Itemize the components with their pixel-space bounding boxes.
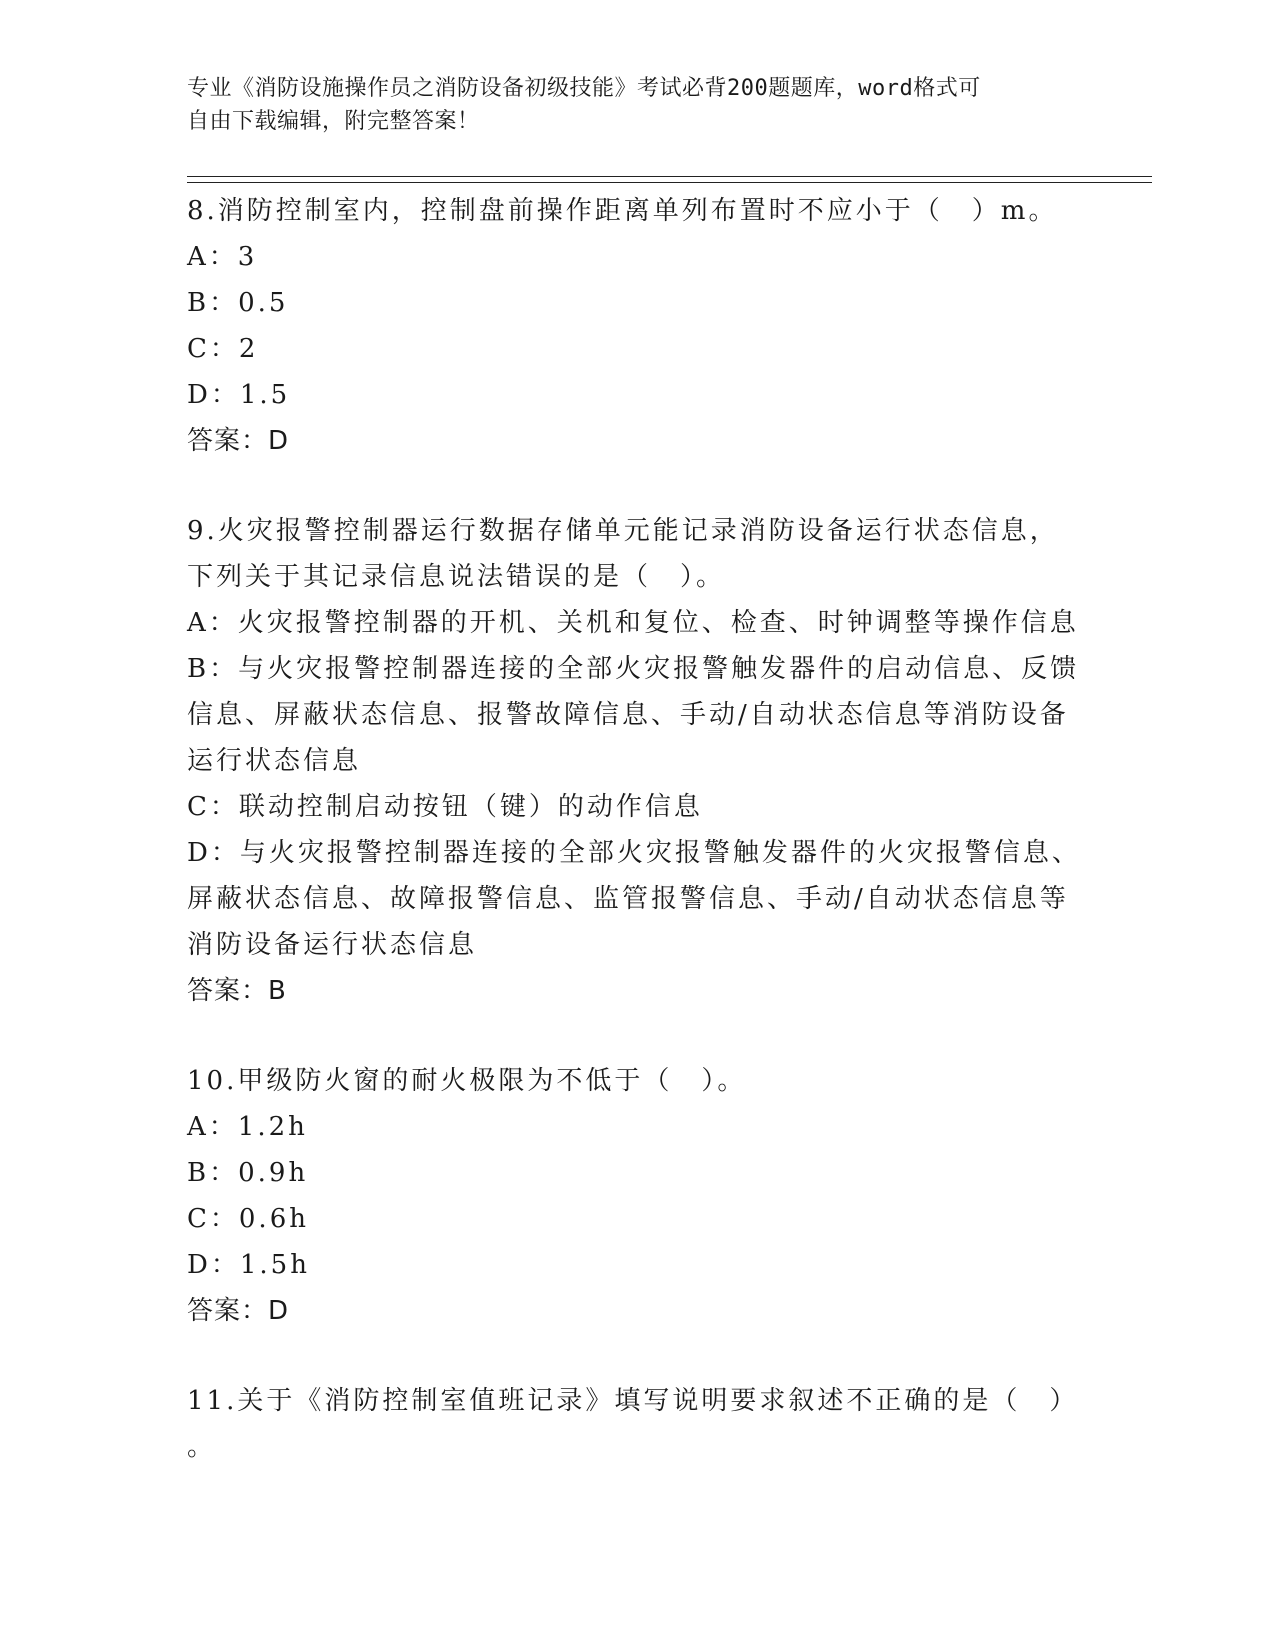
question-stem: 10.甲级防火窗的耐火极限为不低于（ ）。: [187, 1066, 747, 1096]
question-11: [187, 1378, 1087, 1470]
document-header: [187, 72, 1067, 138]
question-list: [187, 188, 1087, 1470]
question-stem-line: 。: [187, 1432, 217, 1462]
option-d: D：1.5h: [187, 1250, 310, 1280]
option-b-line: B：与火灾报警控制器连接的全部火灾报警触发器件的启动信息、反馈: [187, 654, 1080, 684]
question-stem-line: 下列关于其记录信息说法错误的是（ ）。: [187, 562, 726, 592]
question-stem: 8.消防控制室内，控制盘前操作距离单列布置时不应小于（ ）m。: [187, 196, 1058, 226]
option-b-line: 运行状态信息: [187, 746, 362, 776]
option-c: C：联动控制启动按钮（键）的动作信息: [187, 792, 703, 822]
header-divider: [187, 182, 1152, 183]
answer: 答案：D: [187, 426, 290, 456]
option-d-line: D：与火灾报警控制器连接的全部火灾报警触发器件的火灾报警信息、: [187, 838, 1081, 868]
question-stem-line: 11.关于《消防控制室值班记录》填写说明要求叙述不正确的是（ ）: [187, 1386, 1079, 1416]
question-stem-line: 9.火灾报警控制器运行数据存储单元能记录消防设备运行状态信息，: [187, 516, 1059, 546]
option-a: A：火灾报警控制器的开机、关机和复位、检查、时钟调整等操作信息: [187, 608, 1079, 638]
option-c: C：2: [187, 334, 259, 364]
option-b: B：0.9h: [187, 1158, 309, 1188]
option-a: A：1.2h: [187, 1112, 308, 1142]
option-d-line: 屏蔽状态信息、故障报警信息、监管报警信息、手动/自动状态信息等: [187, 884, 1069, 914]
answer: 答案：B: [187, 976, 287, 1006]
header-line: 自由下载编辑，附完整答案！: [187, 109, 480, 134]
question-8: [187, 188, 1087, 464]
option-b: B：0.5: [187, 288, 289, 318]
option-d-line: 消防设备运行状态信息: [187, 930, 478, 960]
option-a: A：3: [187, 242, 258, 272]
option-d: D：1.5: [187, 380, 291, 410]
option-c: C：0.6h: [187, 1204, 309, 1234]
header-divider: [187, 176, 1152, 177]
answer: 答案：D: [187, 1296, 290, 1326]
question-9: [187, 508, 1087, 1014]
option-b-line: 信息、屏蔽状态信息、报警故障信息、手动/自动状态信息等消防设备: [187, 700, 1069, 730]
question-10: [187, 1058, 1087, 1334]
header-line: 专业《消防设施操作员之消防设备初级技能》考试必背200题题库，word格式可: [187, 76, 981, 101]
